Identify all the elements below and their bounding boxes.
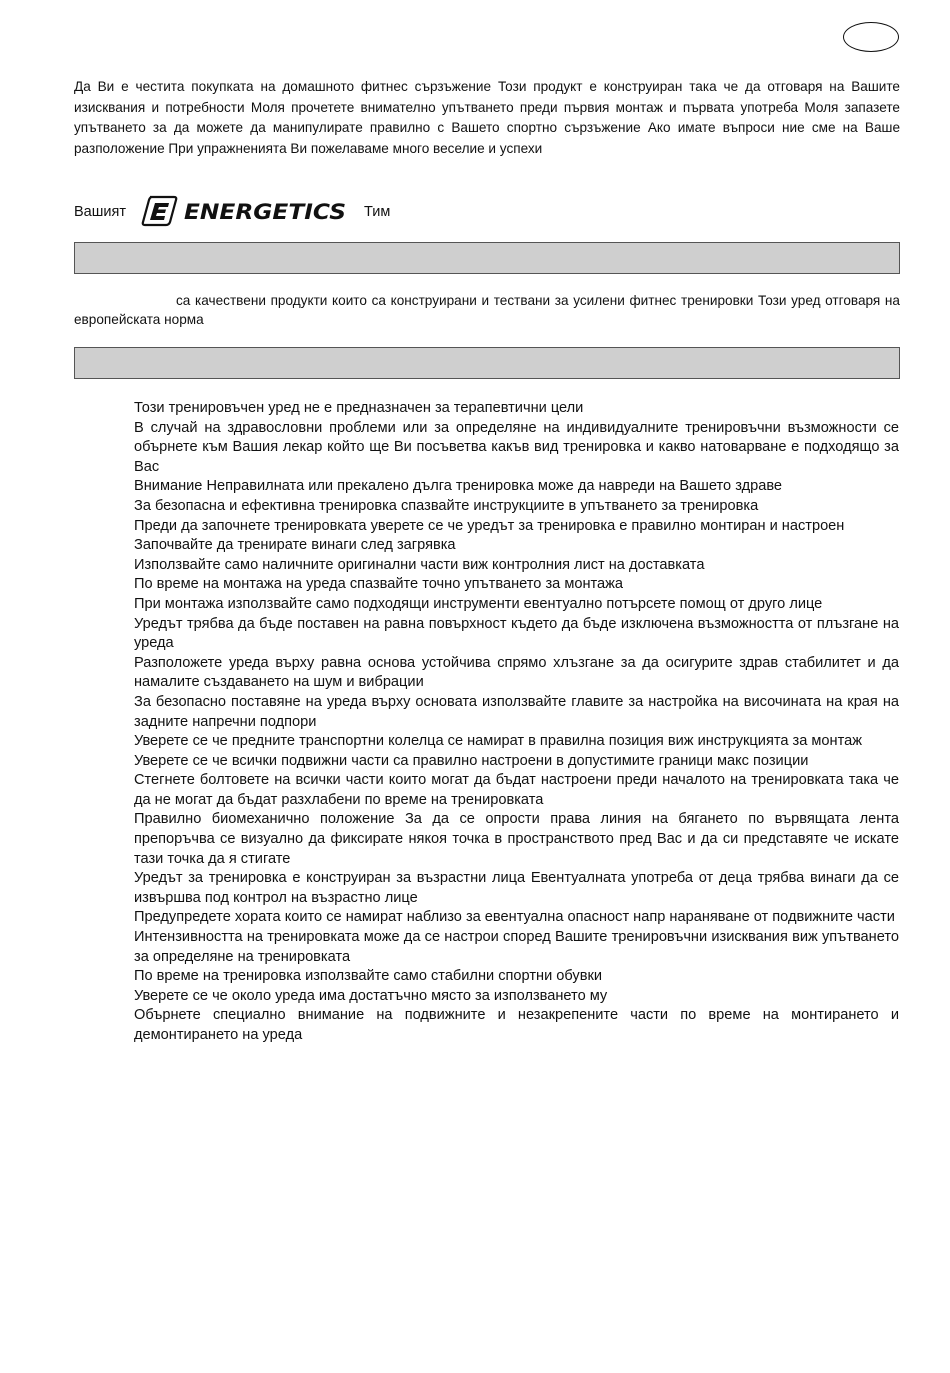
safety-instructions-list bbox=[134, 399, 899, 1046]
safety-item: По време на тренировка използвайте само стабилни спортни обувки bbox=[134, 968, 603, 985]
energetics-logo bbox=[141, 194, 351, 228]
team-suffix: Тим bbox=[364, 204, 391, 220]
logo-wordmark: ENERGETICS bbox=[184, 200, 346, 224]
section-header-bar-safety bbox=[74, 347, 900, 379]
logo-e-badge-icon bbox=[143, 197, 177, 225]
safety-item: Правилно биомеханично положение За да се опрости права линия на бягането по вървящата лента препоръчва се визуално да фиксирате някоя точка в пространството пред Вас и да си представяте че искате тази точка да я стигате bbox=[134, 811, 899, 867]
safety-item: Започвайте да тренирате винаги след загрявка bbox=[134, 537, 456, 554]
safety-item: За безопасна и ефективна тренировка спазвайте инструкциите в упътването за тренировка bbox=[134, 497, 759, 514]
safety-item: Уредът за тренировка е конструиран за възрастни лица Евентуалната употреба от деца трябва винаги да се извършва под контрол на възрастно лице bbox=[134, 870, 899, 906]
safety-item: Този тренировъчен уред не е предназначен за терапевтични цели bbox=[134, 400, 584, 416]
safety-item: Уверете се че всички подвижни части са правилно настроени в допустимите граници макс позиции bbox=[134, 752, 809, 769]
safety-item: Предупредете хората които се намират наблизо за евентуална опасност напр нараняване от подвижните части bbox=[134, 909, 895, 926]
intro-text: Да Ви е честита покупката на домашното фитнес сързъжение Този продукт е конструиран така че да отговаря на Вашите изисквания и потребности Моля прочетете внимателно упътването преди първия монтаж и първата употреба Моля запазете упътването за да можете да манипулирате правилно с Вашето спортно сързъжение Ако имате въпроси ние сме на Ваше разположение При упражненията Ви пожелаваме много веселие и успехи bbox=[74, 79, 900, 156]
safety-item: Преди да започнете тренировката уверете се че уредът за тренировка е правилно монтиран и настроен bbox=[134, 517, 845, 534]
page-number-oval bbox=[843, 22, 899, 52]
safety-item: Уверете се че около уреда има достатъчно място за използването му bbox=[134, 987, 608, 1004]
safety-item: В случай на здравословни проблеми или за определяне на индивидуалните тренировъчни възможности се обърнете към Вашия лекар който ще Ви посъветва какъв вид тренировка и какво натоварване е подходящо за Вас bbox=[134, 419, 899, 475]
safety-item: Уверете се че предните транспортни колелца се намират в правилна позиция виж инструкцията за монтаж bbox=[134, 733, 863, 750]
team-signature bbox=[74, 194, 474, 228]
safety-item: По време на монтажа на уреда спазвайте точно упътването за монтажа bbox=[134, 576, 624, 593]
safety-item: Разположете уреда върху равна основа устойчива спрямо хлъзгане за да осигурите здрав стабилитет и да намалите създаването на шум и вибрации bbox=[134, 654, 899, 691]
safety-item: Уредът трябва да бъде поставен на равна повърхност където да бъде изключена възможността от плъзгане на уреда bbox=[134, 615, 899, 652]
quality-text: са качествени продукти които са конструирани и тествани за усилени фитнес тренировки Този уред отговаря на европейската норма bbox=[74, 293, 900, 327]
safety-item: Използвайте само наличните оригинални части виж контролния лист на доставката bbox=[134, 556, 705, 573]
section-header-bar-quality bbox=[74, 242, 900, 274]
safety-item: Стегнете болтовете на всички части които могат да бъдат настроени преди началото на тренировката така че да не могат да бъдат разхлабени по време на тренировката bbox=[134, 772, 899, 808]
intro-paragraph bbox=[74, 77, 900, 159]
safety-item: Обърнете специално внимание на подвижните и незакрепените части по време на монтирането и демонтирането на уреда bbox=[134, 1007, 899, 1043]
safety-item: Интензивността на тренировката може да се настрои според Вашите тренировъчни изисквания виж упътването за определяне на тренировката bbox=[134, 929, 899, 965]
safety-item: Внимание Неправилната или прекалено дълга тренировка може да навреди на Вашето здраве bbox=[134, 478, 783, 495]
team-prefix: Вашият bbox=[74, 204, 126, 220]
safety-item: За безопасно поставяне на уреда върху основата използвайте главите за настройка на височината на края на задните напречни подпори bbox=[134, 693, 899, 730]
quality-paragraph bbox=[74, 292, 900, 329]
safety-item: При монтажа използвайте само подходящи инструменти евентуално потърсете помощ от друго лице bbox=[134, 595, 823, 612]
